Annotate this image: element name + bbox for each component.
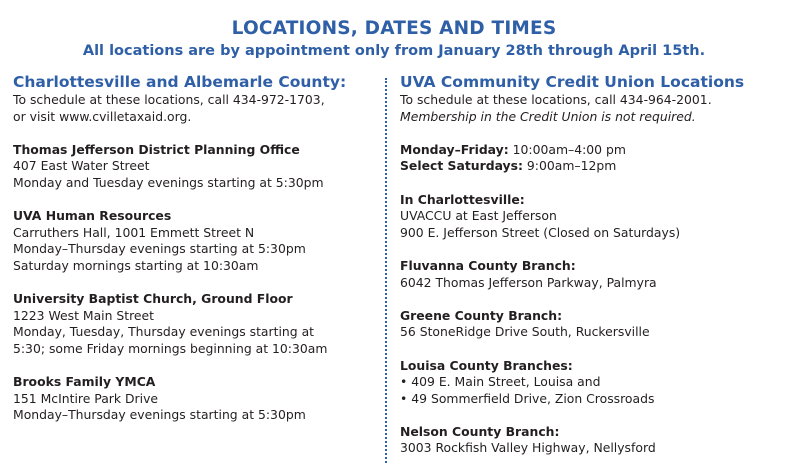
- weekday-hours: 10:00am–4:00 pm: [512, 141, 626, 157]
- spacer: [400, 407, 780, 424]
- spacer: [400, 125, 780, 142]
- branch-address: 56 StoneRidge Drive South, Ruckersville: [400, 324, 650, 340]
- intro-text: To schedule at these locations, call 434-964-2001.: [400, 92, 712, 107]
- location-block: [13, 291, 373, 357]
- branch-block-charlottesville: [400, 192, 780, 242]
- spacer: [400, 291, 780, 308]
- location-hours: 5:30; some Friday mornings beginning at 10:30am: [13, 340, 328, 356]
- location-address: 151 McIntire Park Drive: [13, 390, 159, 406]
- location-block: [13, 142, 373, 192]
- spacer: [13, 275, 373, 292]
- column-heading: UVA Community Credit Union Locations: [400, 73, 745, 91]
- location-address: 1223 West Main Street: [13, 307, 155, 323]
- column-heading: Charlottesville and Albemarle County:: [13, 73, 347, 91]
- branch-label: Louisa County Branches:: [400, 357, 573, 373]
- location-address: Carruthers Hall, 1001 Emmett Street N: [13, 224, 255, 240]
- location-name: University Baptist Church, Ground Floor: [13, 291, 293, 307]
- location-hours: Monday–Thursday evenings starting at 5:30pm: [13, 241, 306, 257]
- location-block: [13, 374, 373, 424]
- spacer: [13, 192, 373, 209]
- branch-block-fluvanna: [400, 258, 780, 291]
- weekday-hours-row: [400, 142, 780, 159]
- branch-label: Fluvanna County Branch:: [400, 257, 576, 273]
- page-title: LOCATIONS, DATES AND TIMES: [231, 18, 557, 39]
- saturday-hours-row: [400, 158, 780, 175]
- branch-address: 900 E. Jefferson Street (Closed on Saturdays): [400, 224, 681, 240]
- intro-text: To schedule at these locations, call 434-972-1703,: [13, 92, 325, 107]
- credit-union-column: [400, 73, 780, 457]
- location-hours: Monday, Tuesday, Thursday evenings starting at: [13, 324, 315, 340]
- intro-text-website: or visit www.cvilletaxaid.org.: [13, 108, 192, 124]
- branch-label: Greene County Branch:: [400, 307, 563, 323]
- page-header: [0, 17, 788, 61]
- weekday-label: Monday–Friday:: [400, 141, 509, 157]
- location-hours: Monday–Thursday evenings starting at 5:30pm: [13, 407, 306, 423]
- saturday-label: Select Saturdays:: [400, 158, 523, 174]
- branch-address: • 49 Sommerfield Drive, Zion Crossroads: [400, 390, 655, 406]
- branch-label: Nelson County Branch:: [400, 423, 560, 439]
- branch-address: 6042 Thomas Jefferson Parkway, Palmyra: [400, 274, 657, 290]
- page-subtitle: All locations are by appointment only from January 28th through April 15th.: [82, 43, 706, 59]
- saturday-hours: 9:00am–12pm: [526, 158, 617, 174]
- location-address: 407 East Water Street: [13, 158, 150, 174]
- charlottesville-albemarle-column: [13, 73, 373, 424]
- location-block: [13, 208, 373, 274]
- spacer: [13, 358, 373, 375]
- spacer: [400, 175, 780, 192]
- location-name: UVA Human Resources: [13, 208, 172, 224]
- branch-block-nelson: [400, 424, 780, 457]
- location-hours: Saturday mornings starting at 10:30am: [13, 257, 259, 273]
- spacer: [400, 341, 780, 358]
- branch-name: UVACCU at East Jefferson: [400, 208, 557, 224]
- location-hours: Monday and Tuesday evenings starting at 5:30pm: [13, 174, 324, 190]
- membership-note: Membership in the Credit Union is not required.: [400, 108, 696, 124]
- branch-label: In Charlottesville:: [400, 191, 525, 207]
- location-name: Thomas Jefferson District Planning Office: [13, 141, 300, 157]
- spacer: [400, 241, 780, 258]
- column-divider: [385, 78, 387, 463]
- location-name: Brooks Family YMCA: [13, 374, 156, 390]
- branch-block-greene: [400, 308, 780, 341]
- branch-block-louisa: [400, 358, 780, 408]
- branch-address: 3003 Rockfish Valley Highway, Nellysford: [400, 440, 656, 456]
- branch-address: • 409 E. Main Street, Louisa and: [400, 374, 601, 390]
- spacer: [13, 125, 373, 142]
